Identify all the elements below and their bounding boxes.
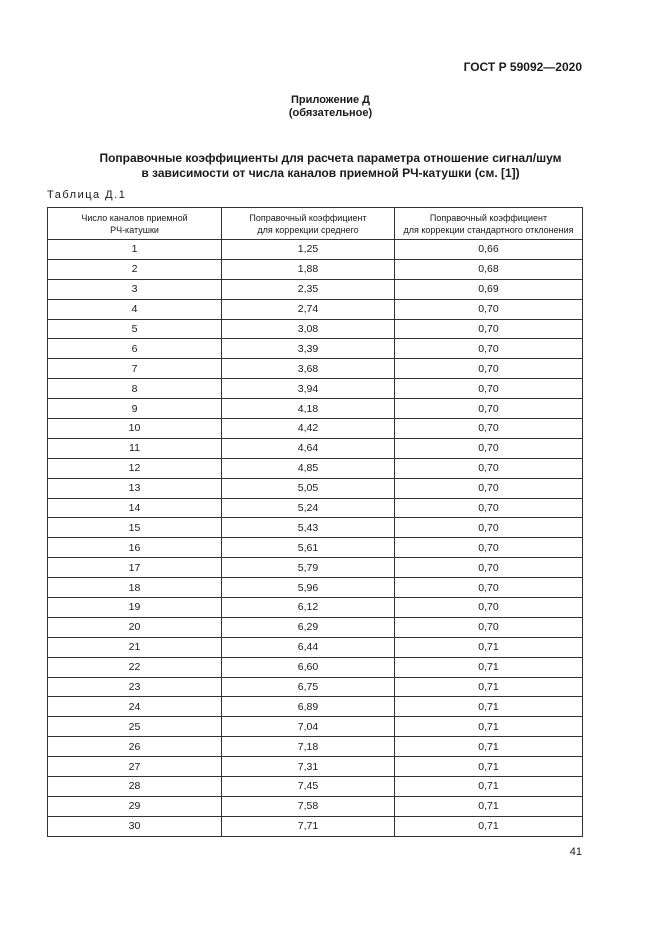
cell-stddev-factor: 0,70: [395, 578, 583, 598]
cell-mean-factor: 6,29: [222, 617, 395, 637]
cell-stddev-factor: 0,70: [395, 498, 583, 518]
cell-channels: 24: [48, 697, 222, 717]
appendix-title: Приложение Д: [291, 94, 370, 106]
cell-stddev-factor: 0,70: [395, 538, 583, 558]
cell-channels: 6: [48, 339, 222, 359]
cell-mean-factor: 7,18: [222, 737, 395, 757]
cell-stddev-factor: 0,71: [395, 677, 583, 697]
cell-channels: 12: [48, 458, 222, 478]
cell-channels: 29: [48, 796, 222, 816]
cell-stddev-factor: 0,70: [395, 319, 583, 339]
cell-stddev-factor: 0,71: [395, 717, 583, 737]
cell-mean-factor: 3,94: [222, 379, 395, 399]
cell-mean-factor: 1,88: [222, 259, 395, 279]
heading-line-1: Поправочные коэффициенты для расчета параметра отношение сигнал/шум: [99, 151, 562, 165]
cell-channels: 3: [48, 279, 222, 299]
cell-stddev-factor: 0,71: [395, 796, 583, 816]
cell-stddev-factor: 0,68: [395, 259, 583, 279]
cell-stddev-factor: 0,71: [395, 737, 583, 757]
table-row: [48, 816, 583, 836]
cell-stddev-factor: 0,70: [395, 438, 583, 458]
table-row: [48, 319, 583, 339]
table-row: [48, 299, 583, 319]
cell-channels: 23: [48, 677, 222, 697]
cell-channels: 20: [48, 617, 222, 637]
table-row: [48, 259, 583, 279]
cell-stddev-factor: 0,70: [395, 558, 583, 578]
cell-mean-factor: 3,68: [222, 359, 395, 379]
table-row: [48, 578, 583, 598]
cell-mean-factor: 4,64: [222, 438, 395, 458]
cell-channels: 21: [48, 637, 222, 657]
column-header-line: Число каналов приемной: [81, 212, 188, 223]
cell-mean-factor: 2,35: [222, 279, 395, 299]
cell-channels: 13: [48, 478, 222, 498]
cell-stddev-factor: 0,66: [395, 240, 583, 260]
table-row: [48, 757, 583, 777]
cell-mean-factor: 6,12: [222, 598, 395, 618]
cell-mean-factor: 7,31: [222, 757, 395, 777]
cell-mean-factor: 5,43: [222, 518, 395, 538]
table-row: [48, 240, 583, 260]
column-header-line: РЧ-катушки: [110, 224, 159, 235]
table-row: [48, 777, 583, 797]
cell-stddev-factor: 0,71: [395, 777, 583, 797]
cell-mean-factor: 2,74: [222, 299, 395, 319]
cell-stddev-factor: 0,70: [395, 379, 583, 399]
column-header-line: для коррекции среднего: [257, 224, 359, 235]
cell-mean-factor: 7,58: [222, 796, 395, 816]
cell-mean-factor: 4,18: [222, 399, 395, 419]
cell-stddev-factor: 0,70: [395, 617, 583, 637]
cell-mean-factor: 6,89: [222, 697, 395, 717]
cell-mean-factor: 4,85: [222, 458, 395, 478]
cell-stddev-factor: 0,71: [395, 816, 583, 836]
cell-mean-factor: 3,39: [222, 339, 395, 359]
cell-channels: 30: [48, 816, 222, 836]
table-row: [48, 657, 583, 677]
column-header-channels: [48, 208, 222, 240]
cell-channels: 15: [48, 518, 222, 538]
cell-stddev-factor: 0,71: [395, 697, 583, 717]
cell-channels: 8: [48, 379, 222, 399]
cell-mean-factor: 5,24: [222, 498, 395, 518]
table-row: [48, 339, 583, 359]
column-header-stddev-factor: [395, 208, 583, 240]
cell-mean-factor: 6,44: [222, 637, 395, 657]
cell-channels: 27: [48, 757, 222, 777]
table-row: [48, 379, 583, 399]
cell-mean-factor: 5,96: [222, 578, 395, 598]
table-row: [48, 498, 583, 518]
cell-stddev-factor: 0,70: [395, 399, 583, 419]
cell-channels: 19: [48, 598, 222, 618]
cell-stddev-factor: 0,70: [395, 518, 583, 538]
cell-mean-factor: 6,60: [222, 657, 395, 677]
table-row: [48, 637, 583, 657]
table-row: [48, 399, 583, 419]
table-caption: Таблица Д.1: [47, 189, 127, 201]
table-row: [48, 617, 583, 637]
cell-mean-factor: 3,08: [222, 319, 395, 339]
table-row: [48, 717, 583, 737]
cell-stddev-factor: 0,70: [395, 478, 583, 498]
table-row: [48, 279, 583, 299]
cell-stddev-factor: 0,71: [395, 637, 583, 657]
cell-stddev-factor: 0,70: [395, 299, 583, 319]
cell-channels: 5: [48, 319, 222, 339]
cell-channels: 7: [48, 359, 222, 379]
appendix-header: [0, 94, 661, 120]
heading-line-2: в зависимости от числа каналов приемной РЧ-катушки (см. [1]): [141, 166, 520, 180]
cell-mean-factor: 5,79: [222, 558, 395, 578]
table-row: [48, 538, 583, 558]
cell-stddev-factor: 0,69: [395, 279, 583, 299]
table-row: [48, 697, 583, 717]
table-row: [48, 419, 583, 439]
cell-channels: 10: [48, 419, 222, 439]
cell-channels: 4: [48, 299, 222, 319]
cell-channels: 18: [48, 578, 222, 598]
cell-channels: 16: [48, 538, 222, 558]
table-row: [48, 458, 583, 478]
cell-mean-factor: 1,25: [222, 240, 395, 260]
document-code: ГОСТ Р 59092—2020: [463, 60, 582, 74]
page-number: 41: [569, 846, 582, 858]
cell-channels: 17: [48, 558, 222, 578]
cell-stddev-factor: 0,70: [395, 419, 583, 439]
cell-stddev-factor: 0,71: [395, 757, 583, 777]
cell-stddev-factor: 0,70: [395, 359, 583, 379]
cell-channels: 14: [48, 498, 222, 518]
section-heading: [0, 151, 661, 181]
appendix-status: (обязательное): [288, 107, 373, 119]
cell-channels: 11: [48, 438, 222, 458]
table-row: [48, 598, 583, 618]
cell-stddev-factor: 0,70: [395, 598, 583, 618]
cell-channels: 28: [48, 777, 222, 797]
table-row: [48, 438, 583, 458]
table-row: [48, 359, 583, 379]
cell-channels: 2: [48, 259, 222, 279]
column-header-line: для коррекции стандартного отклонения: [403, 224, 574, 235]
table-row: [48, 518, 583, 538]
table-row: [48, 677, 583, 697]
cell-mean-factor: 5,05: [222, 478, 395, 498]
cell-mean-factor: 7,45: [222, 777, 395, 797]
table-row: [48, 796, 583, 816]
cell-mean-factor: 7,71: [222, 816, 395, 836]
cell-mean-factor: 4,42: [222, 419, 395, 439]
cell-stddev-factor: 0,70: [395, 458, 583, 478]
cell-channels: 9: [48, 399, 222, 419]
cell-stddev-factor: 0,70: [395, 339, 583, 359]
table-row: [48, 478, 583, 498]
table-body: [48, 240, 583, 837]
cell-channels: 26: [48, 737, 222, 757]
cell-mean-factor: 7,04: [222, 717, 395, 737]
correction-factors-table: [47, 207, 583, 837]
cell-stddev-factor: 0,71: [395, 657, 583, 677]
table-row: [48, 558, 583, 578]
column-header-line: Поправочный коэффициент: [429, 212, 548, 223]
cell-mean-factor: 5,61: [222, 538, 395, 558]
cell-mean-factor: 6,75: [222, 677, 395, 697]
table-row: [48, 737, 583, 757]
cell-channels: 22: [48, 657, 222, 677]
column-header-mean-factor: [222, 208, 395, 240]
cell-channels: 25: [48, 717, 222, 737]
cell-channels: 1: [48, 240, 222, 260]
column-header-line: Поправочный коэффициент: [249, 212, 367, 223]
table-header-row: [48, 208, 583, 240]
